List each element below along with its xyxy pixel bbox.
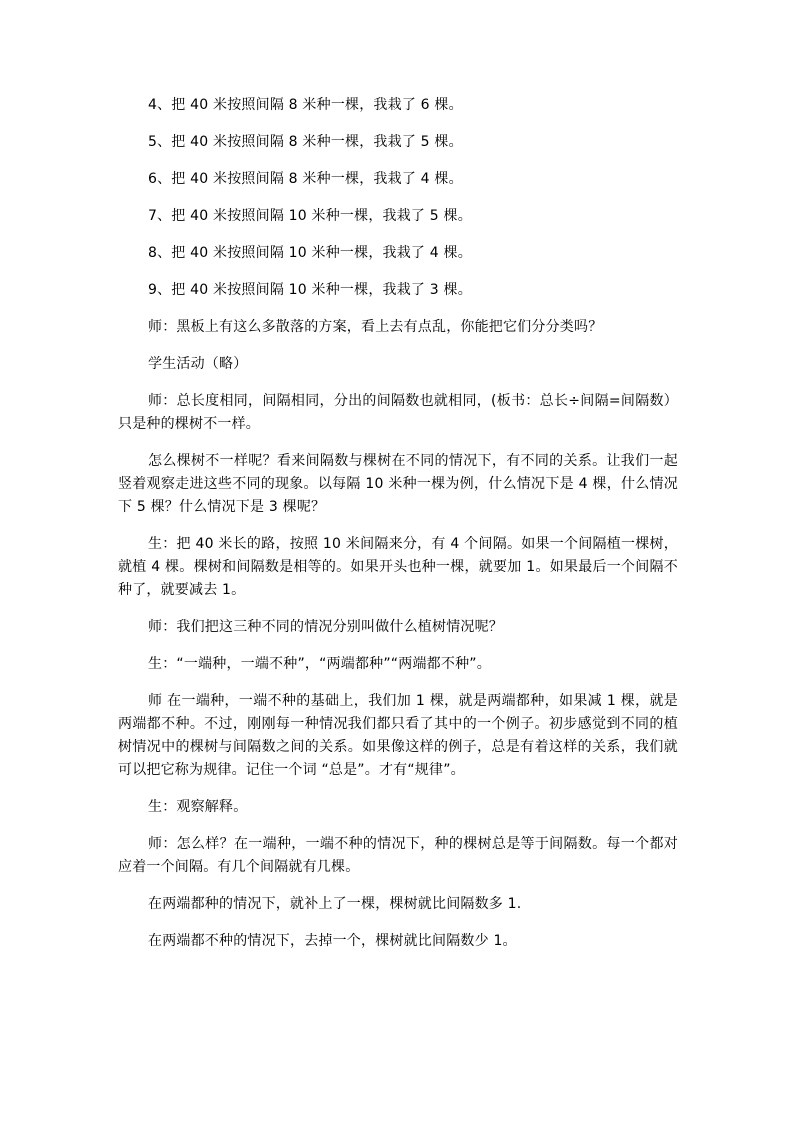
paragraph-item-5: 5、把 40 米按照间隔 8 米种一棵，我栽了 5 棵。 xyxy=(148,134,463,150)
teacher-naming-question: 师：我们把这三种不同的情况分别叫做什么植树情况呢？ xyxy=(148,619,503,635)
both-ends-rule: 在两端都种的情况下，就补上了一棵，棵树就比间隔数多 1. xyxy=(148,896,522,912)
paragraph-item-6: 6、把 40 米按照间隔 8 米种一棵，我栽了 4 棵。 xyxy=(148,171,463,187)
teacher-rule-explanation: 师 在一端种，一端不种的基础上，我们加 1 棵，就是两端都种，如果减 1 棵，就是两端都不种。不过，刚刚每一种情况我们都只看了其中的一个例子。初步感觉到不同的植树情况中的棵树与间隔数之间的关系。如果像这样的例子，总是有着这样的关系，我们就可以把它称为规律。记住一个词 “总是”。才有“规律”。 xyxy=(118,693,678,778)
student-observe: 生：观察解释。 xyxy=(148,799,248,815)
teacher-question: 师：黑板上有这么多散落的方案，看上去有点乱，你能把它们分分类吗？ xyxy=(148,319,603,335)
observation-prompt: 怎么棵树不一样呢？看来间隔数与棵树在不同的情况下，有不同的关系。让我们一起竖着观察走进这些不同的现象。以每隔 10 米种一棵为例，什么情况下是 4 棵，什么情况下 5 棵？什么情况下是 3 棵呢？ xyxy=(118,453,678,515)
teacher-conclusion: 师：怎么样？在一端种，一端不种的情况下，种的棵树总是等于间隔数。每一个都对应着一个间隔。有几个间隔就有几棵。 xyxy=(118,836,678,875)
paragraph-item-8: 8、把 40 米按照间隔 10 米种一棵，我栽了 4 棵。 xyxy=(148,245,472,261)
document-body xyxy=(118,94,678,967)
student-answer: 生：把 40 米长的路，按照 10 米间隔来分，有 4 个间隔。如果一个间隔植一棵树，就植 4 棵。棵树和间隔数是相等的。如果开头也种一棵，就要加 1。如果最后一个间隔不种了，就要减去 1。 xyxy=(118,536,678,598)
paragraph-item-4: 4、把 40 米按照间隔 8 米种一棵，我栽了 6 棵。 xyxy=(148,97,463,113)
student-naming-answer: 生：“一端种，一端不种”，“两端都种”“两端都不种”。 xyxy=(148,656,491,672)
teacher-summary: 师：总长度相同，间隔相同，分出的间隔数也就相同，(板书：总长÷间隔=间隔数）只是种的棵树不一样。 xyxy=(118,393,678,432)
no-ends-rule: 在两端都不种的情况下，去掉一个，棵树就比间隔数少 1。 xyxy=(148,933,517,949)
paragraph-item-9: 9、把 40 米按照间隔 10 米种一棵，我栽了 3 棵。 xyxy=(148,282,472,298)
student-activity: 学生活动（略） xyxy=(148,356,248,372)
paragraph-item-7: 7、把 40 米按照间隔 10 米种一棵，我栽了 5 棵。 xyxy=(148,208,472,224)
